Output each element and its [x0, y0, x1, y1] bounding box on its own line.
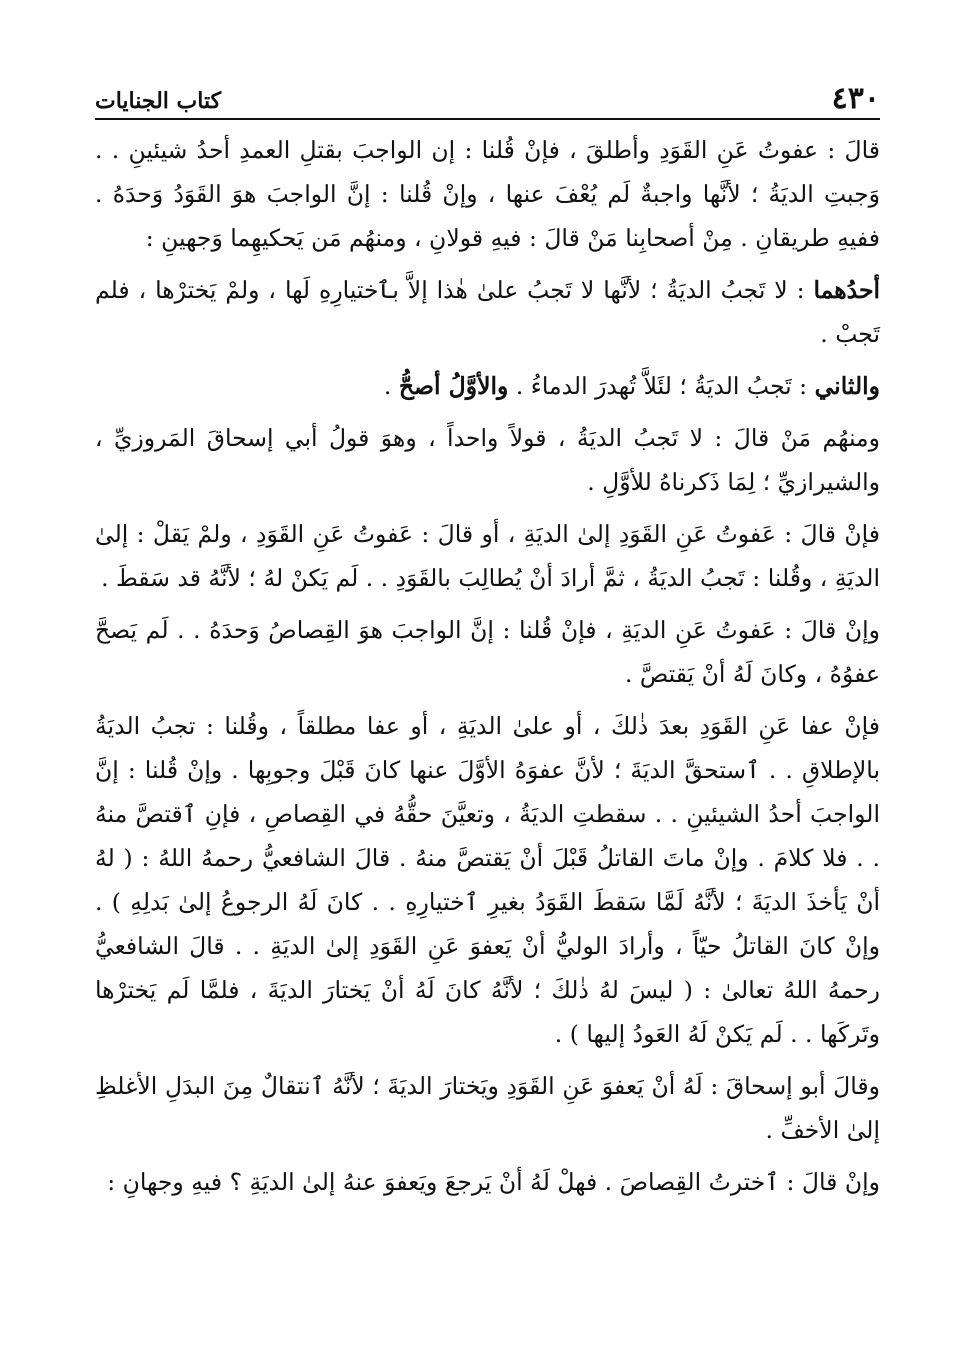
- paragraph: [95, 1160, 880, 1204]
- paragraph-text: وإنْ قالَ : ٱخترتُ القِصاصَ . فهلْ لَهُ أنْ يَرجعَ ويَعفوَ عنهُ إلىٰ الديَةِ ؟ فيهِ وجهانِ :: [107, 1168, 880, 1196]
- paragraph-text: وإنْ قالَ : عَفوتُ عَنِ الديَةِ ، فإنْ قُلنا : إنَّ الواجبَ هوَ القِصاصُ وَحدَهُ . . لَم يَصحَّ عفوُهُ ، وكانَ لَهُ أنْ يَقتصَّ .: [95, 616, 880, 688]
- paragraph-text: فإنْ عفا عَنِ القَوَدِ بعدَ ذٰلكَ ، أو علىٰ الديَةِ ، أو عفا مطلقاً ، وقُلنا : تجبُ الديَةُ بالإطلاقِ . . ٱستحقَّ الديَةَ ؛ لأنَّ عفوَهُ الأوَّلَ عنها كانَ قَبْلَ وجوبِها . وإنْ قُلنا : إنَّ الواجبَ أحدُ الشيئينِ . . سقطتِ الديَةُ ، وتعيَّنَ حقُّهُ في القِصاصِ ، فإنِ ٱقتصَّ منهُ . . فلا كلامَ . وإنْ ماتَ القاتلُ قَبْلَ أنْ يَقتصَّ منهُ . قالَ الشافعيُّ رحمهُ اللهُ : ( لهُ أنْ يَأخذَ الديَةَ ؛ لأنَّهُ لَمَّا سَقطَ القَوَدُ بغيرِ ٱختيارِهِ . . كانَ لَهُ الرجوعُ إلىٰ بَدلِهِ ) . وإنْ كانَ القاتلُ حيّاً ، وأرادَ الوليُّ أنْ يَعفوَ عَنِ القَوَدِ إلىٰ الديَةِ . . قالَ الشافعيُّ رحمهُ اللهُ تعالىٰ : ( ليسَ لهُ ذٰلكَ ؛ لأنَّهُ كانَ لَهُ أنْ يَختارَ الديَةَ ، فلمَّا لَم يَخترْها وتَركَها . . لَم يَكنْ لَهُ العَودُ إليها ) .: [95, 712, 880, 1048]
- paragraph: [95, 416, 880, 504]
- paragraph-text: فإنْ قالَ : عَفوتُ عَنِ القَوَدِ إلىٰ الديَةِ ، أو قالَ : عَفوتُ عَنِ القَوَدِ ، ولمْ يَقلْ : إلىٰ الديَةِ ، وقُلنا : تَجبُ الديَةُ ، ثمَّ أرادَ أنْ يُطالِبَ بالقَوَدِ . . لَم يَكنْ لهُ ؛ لأنَّهُ قد سَقطَ .: [95, 520, 880, 592]
- paragraph: [95, 364, 880, 408]
- paragraph-lead: والثاني: [814, 372, 880, 400]
- paragraph: [95, 512, 880, 600]
- paragraph: [95, 704, 880, 1056]
- paragraph-text: قالَ : عفوتُ عَنِ القَوَدِ وأطلقَ ، فإنْ قُلنا : إن الواجبَ بقتلِ العمدِ أحدُ شيئينِ . . وَجبتِ الديَةُ ؛ لأنَّها واجبةٌ لَم يُعْفَ عنها ، وإنْ قُلنا : إنَّ الواجبَ هوَ القَوَدُ وَحدَهُ . ففيهِ طريقانِ . مِنْ أصحابِنا مَنْ قالَ : فيهِ قولانِ ، ومنهُم مَن يَحكيهِما وَجهينِ :: [95, 136, 880, 252]
- page-header: [95, 74, 880, 114]
- paragraph-text: : تَجبُ الديَةُ ؛ لئَلاَّ تُهدرَ الدماءُ .: [508, 372, 815, 400]
- paragraph-end: .: [383, 372, 399, 400]
- paragraph: [95, 608, 880, 696]
- paragraph: [95, 128, 880, 260]
- paragraph-tail: والأوَّلُ أصحُّ: [398, 372, 509, 400]
- header-rule: [95, 118, 880, 120]
- paragraph-text: ومنهُم مَنْ قالَ : لا تَجبُ الديَةُ ، قولاً واحداً ، وهوَ قولُ أبي إسحاقَ المَروزيِّ ، والشيرازيِّ ؛ لِمَا ذَكرناهُ للأوَّلِ .: [95, 424, 880, 496]
- paragraph: [95, 1064, 880, 1152]
- paragraph-text: : لا تَجبُ الديَةُ ؛ لأنَّها لا تَجبُ علىٰ هٰذا إلاَّ بٱختيارِهِ لَها ، ولمْ يَخترْها ، فلم تَجبْ .: [95, 276, 880, 348]
- running-title: كتاب الجنايات: [95, 88, 222, 114]
- paragraph: [95, 268, 880, 356]
- page-number: ٤٣٠: [831, 81, 880, 116]
- paragraph-text: وقالَ أبو إسحاقَ : لَهُ أنْ يَعفوَ عَنِ القَوَدِ ويَختارَ الديَةَ ؛ لأنَّهُ ٱنتقالٌ مِنَ البدَلِ الأغلظِ إلىٰ الأخفِّ .: [95, 1072, 880, 1144]
- paragraph-lead: أحدُهما: [813, 276, 880, 304]
- body-text: [95, 128, 880, 1212]
